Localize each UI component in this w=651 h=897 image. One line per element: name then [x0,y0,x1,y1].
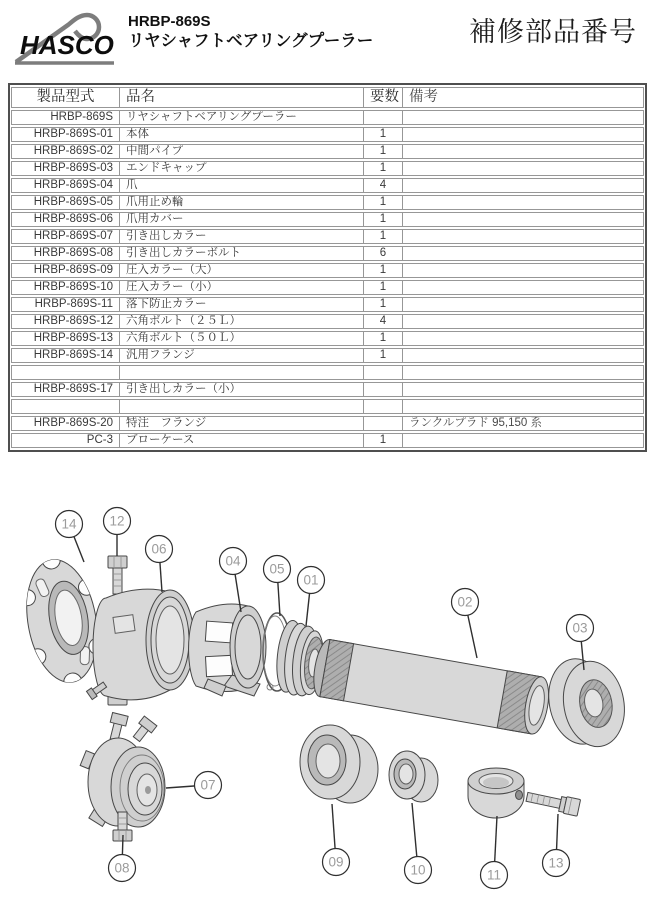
cell-name [120,365,364,380]
cell-note [403,348,644,363]
cell-model: HRBP-869S [11,110,120,125]
cell-qty: 1 [364,229,403,244]
table-row [11,229,644,244]
model-code: HRBP-869S [128,13,211,30]
cell-model: HRBP-869S-04 [11,178,120,193]
part-04-claws [189,604,266,696]
col-header-name: 品名 [120,87,364,108]
cell-name: 汎用フランジ [120,348,364,363]
cell-qty [364,399,403,414]
cell-qty: 4 [364,178,403,193]
part-06-claw-cover [86,589,194,700]
cell-model: HRBP-869S-06 [11,212,120,227]
callout-number-11: 11 [486,867,502,883]
cell-name: 爪用カバー [120,212,364,227]
table-row [11,297,644,312]
exploded-diagram [0,500,651,897]
cell-name: 六角ボルト（５０Ｌ） [120,331,364,346]
cell-name: 六角ボルト（２５Ｌ） [120,314,364,329]
cell-model: PC-3 [11,433,120,448]
cell-note [403,263,644,278]
table-row [11,195,644,210]
cell-model: HRBP-869S-12 [11,314,120,329]
cell-model: HRBP-869S-05 [11,195,120,210]
callout-number-07: 07 [200,777,216,793]
cell-model: HRBP-869S-03 [11,161,120,176]
cell-qty: 1 [364,195,403,210]
cell-name: 引き出しカラーボルト [120,246,364,261]
cell-model [11,365,120,380]
cell-note [403,229,644,244]
table-row [11,280,644,295]
cell-model: HRBP-869S-17 [11,382,120,397]
callout-number-09: 09 [328,854,344,870]
callout-number-01: 01 [303,572,319,588]
cell-model: HRBP-869S-08 [11,246,120,261]
cell-note [403,297,644,312]
hasco-logo-graphic [12,6,122,68]
cell-note [403,246,644,261]
table-row [11,263,644,278]
callout-number-12: 12 [109,513,125,529]
cell-name: 引き出しカラー（小） [120,382,364,397]
table-row [11,178,644,193]
table-row [11,144,644,159]
callout-number-13: 13 [548,855,564,871]
cell-name: 中間パイプ [120,144,364,159]
product-title: リヤシャフトベアリングプーラー [128,32,374,51]
cell-note [403,127,644,142]
cell-name: 特注 フランジ [120,416,364,431]
cell-model: HRBP-869S-10 [11,280,120,295]
cell-qty: 1 [364,263,403,278]
hasco-logo [12,6,122,68]
table-row [11,348,644,363]
cell-qty [364,365,403,380]
cell-name: 爪 [120,178,364,193]
cell-name: 落下防止カラー [120,297,364,312]
cell-model: HRBP-869S-09 [11,263,120,278]
cell-note [403,280,644,295]
table-row [11,382,644,397]
cell-note [403,331,644,346]
cell-model: HRBP-869S-02 [11,144,120,159]
cell-note [403,433,644,448]
cell-qty: 1 [364,212,403,227]
table-row [11,331,644,346]
table-row [11,110,644,125]
part-07-drawout-collar [80,712,165,827]
cell-qty: 1 [364,297,403,312]
callout-number-04: 04 [225,553,241,569]
cell-name: リヤシャフトベアリングプーラー [120,110,364,125]
cell-note [403,161,644,176]
cell-model: HRBP-869S-07 [11,229,120,244]
cell-model: HRBP-869S-14 [11,348,120,363]
cell-name [120,399,364,414]
cell-note [403,195,644,210]
cell-name: 爪用止め輪 [120,195,364,210]
table-row [11,314,644,329]
cell-qty [364,110,403,125]
cell-qty [364,382,403,397]
cell-note: ランクルプラド 95,150 系 [403,416,644,431]
table-row [11,246,644,261]
col-header-qty: 要数 [364,87,403,108]
callout-number-05: 05 [269,561,285,577]
callout-number-10: 10 [410,862,426,878]
cell-note [403,382,644,397]
cell-qty: 1 [364,161,403,176]
cell-model [11,399,120,414]
cell-note [403,314,644,329]
callout-number-06: 06 [151,541,167,557]
cell-name: エンドキャップ [120,161,364,176]
table-row [11,365,644,380]
callout-number-02: 02 [457,594,473,610]
part-02-intermediate-pipe [310,638,552,736]
part-09-press-fit-collar-large [300,725,378,803]
cell-model: HRBP-869S-01 [11,127,120,142]
callout-number-03: 03 [572,620,588,636]
col-header-note: 備考 [403,87,644,108]
title-block [128,13,373,52]
cell-name: 引き出しカラー [120,229,364,244]
table-row [11,433,644,448]
part-11-drop-prevention-collar [468,768,524,818]
cell-qty: 6 [364,246,403,261]
cell-name: 本体 [120,127,364,142]
cell-qty: 1 [364,331,403,346]
parts-table [8,83,647,452]
cell-qty: 4 [364,314,403,329]
table-row [11,399,644,414]
callout-number-14: 14 [61,516,77,532]
table-row [11,127,644,142]
cell-model: HRBP-869S-11 [11,297,120,312]
cell-note [403,178,644,193]
cell-model: HRBP-869S-20 [11,416,120,431]
cell-note [403,365,644,380]
cell-qty: 1 [364,280,403,295]
logo-text: HASCO [20,30,114,60]
doc-title: 補修部品番号 [469,17,637,47]
cell-qty: 1 [364,433,403,448]
cell-note [403,144,644,159]
part-03-end-cap [542,651,631,753]
col-header-model: 製品型式 [11,87,120,108]
cell-note [403,399,644,414]
cell-note [403,110,644,125]
table-header-row [11,87,644,108]
part-13-hex-bolt-50l [525,789,580,817]
cell-model: HRBP-869S-13 [11,331,120,346]
part-10-press-fit-collar-small [389,751,438,802]
cell-qty: 1 [364,348,403,363]
cell-note [403,212,644,227]
cell-qty [364,416,403,431]
table-row [11,161,644,176]
callout-number-08: 08 [114,860,130,876]
cell-qty: 1 [364,144,403,159]
table-row [11,416,644,431]
parts-table-body [11,110,644,448]
cell-name: ブローケース [120,433,364,448]
cell-qty: 1 [364,127,403,142]
cell-name: 圧入カラー（小） [120,280,364,295]
cell-name: 圧入カラー（大） [120,263,364,278]
table-row [11,212,644,227]
